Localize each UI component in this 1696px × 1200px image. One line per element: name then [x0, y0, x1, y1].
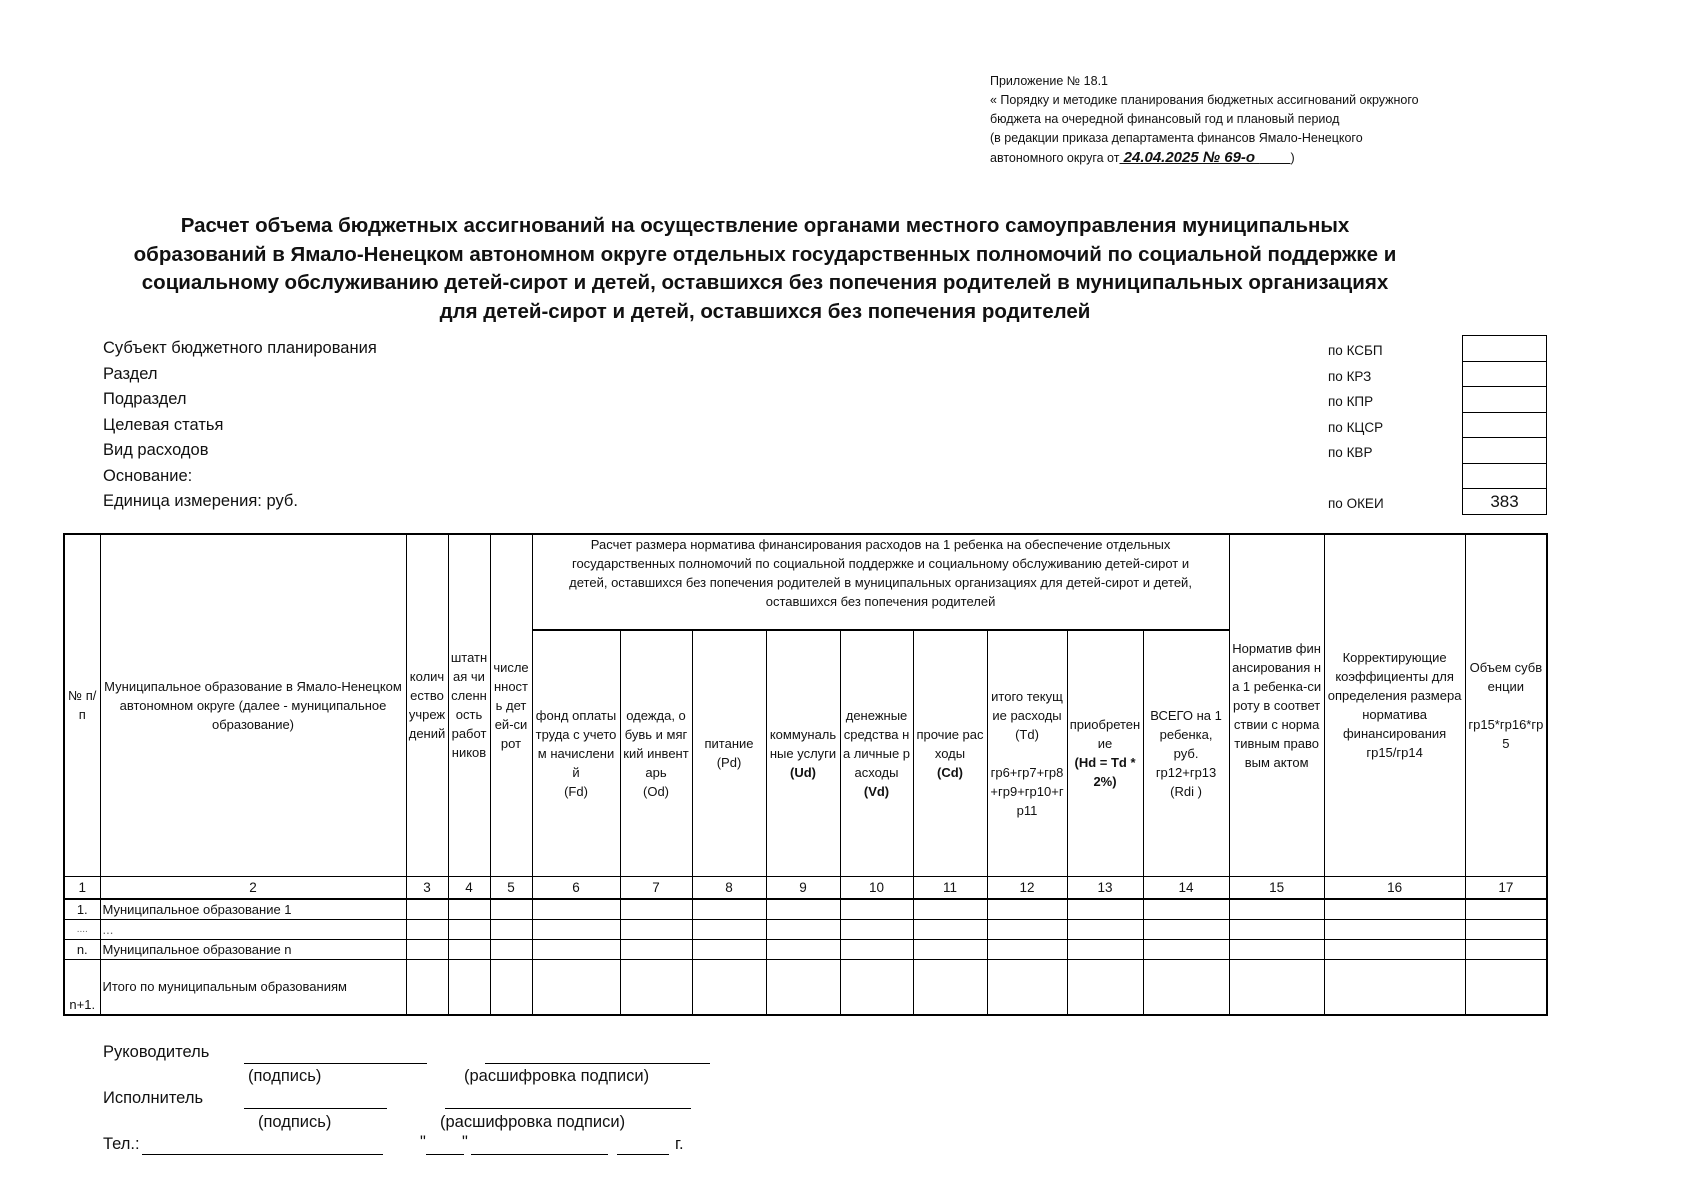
row-number: 1. [64, 899, 100, 920]
col-number: 6 [532, 876, 620, 899]
header-pd-text: питание [704, 736, 754, 752]
header-total-per-child-formula: гр12+гр13 [1155, 764, 1217, 780]
col-number: 1 [64, 876, 100, 899]
header-orphan-count: численность детей-сирот [490, 534, 532, 876]
date-quote-close: " [462, 1133, 468, 1151]
header-od [620, 630, 692, 876]
header-od-text: одежда, обувь и мягкий инвентарь [623, 707, 689, 780]
head-decode-caption: (расшифровка подписи) [464, 1067, 650, 1085]
title-line-4: для детей-сирот и детей, оставшихся без попечения родителей [439, 299, 1091, 323]
column-numbers-row [64, 876, 1547, 899]
header-td-text: итого текущие расходы [991, 688, 1063, 723]
code-value-kcsr[interactable] [1463, 413, 1546, 439]
code-okei: по ОКЕИ [1328, 496, 1384, 511]
col-number: 2 [100, 876, 406, 899]
col-number: 8 [692, 876, 766, 899]
header-fd-code: (Fd) [564, 783, 588, 799]
col-number: 13 [1067, 876, 1143, 899]
header-od-code: (Od) [643, 783, 669, 799]
header-subvention-text: Объем субвенции [1469, 659, 1543, 694]
header-hd-formula: (Hd = Td *2%) [1074, 755, 1136, 790]
col-number: 4 [448, 876, 490, 899]
info-label-target: Целевая статья [103, 415, 224, 434]
date-year-line[interactable] [617, 1154, 669, 1155]
header-vd-text: денежные средства на личные расходы [842, 707, 911, 780]
header-subvention-formula: гр15*гр16*гр5 [1468, 716, 1544, 751]
head-decode-line[interactable] [485, 1063, 710, 1064]
header-fd-text: фонд оплаты труда с учетом начислений [535, 707, 617, 780]
header-staff-count: штатная численность работников [448, 534, 490, 876]
executor-decode-caption: (расшифровка подписи) [440, 1113, 626, 1131]
title-line-3: социальному обслуживанию детей-сирот и детей, оставшихся без попечения родителей в муниципальных организациях [141, 271, 1389, 294]
code-empty [1328, 466, 1384, 492]
header-total-per-child-text: ВСЕГО на 1 ребенка, руб. [1150, 707, 1222, 761]
appendix-order-date: 24.04.2025 № 69-о [1119, 149, 1260, 166]
header-correction-coef-text: Корректирующие коэффициенты для определения размера норматива финансирования [1327, 650, 1462, 742]
appendix-line-5-suffix: ) [1290, 151, 1295, 165]
head-signature-line[interactable] [244, 1063, 427, 1064]
header-subvention-volume [1465, 534, 1547, 876]
appendix-line-5 [990, 148, 1550, 168]
appendix-line-1: Приложение № 18.1 [990, 74, 1108, 88]
executor-decode-line[interactable] [445, 1108, 691, 1109]
code-value-okei[interactable]: 383 [1490, 492, 1519, 511]
subvention-calculation-table [63, 533, 1548, 1016]
info-label-expense-type: Вид расходов [103, 441, 209, 459]
document-title [60, 212, 1470, 326]
header-hd-text: приобретение [1069, 717, 1141, 752]
executor-sign-caption: (подпись) [258, 1113, 332, 1131]
executor-label: Исполнитель [103, 1089, 204, 1107]
header-municipality: Муниципальное образование в Ямало-Ненецком автономном округе (далее - муниципальное образование) [100, 534, 406, 876]
header-total-per-child-code: (Rdi ) [1170, 783, 1202, 799]
info-label-section: Раздел [103, 364, 158, 383]
phone-label: Тел.: [103, 1135, 140, 1153]
appendix-note [990, 72, 1550, 168]
header-cd [913, 630, 987, 876]
header-correction-coef-formula: гр15/гр14 [1366, 745, 1423, 761]
table-row [64, 899, 1547, 920]
code-value-boxes [1462, 335, 1547, 515]
header-hd [1067, 630, 1143, 876]
code-value-kpr[interactable] [1463, 387, 1546, 413]
title-line-2: образований в Ямало-Ненецком автономном округе отдельных государственных полномочий по социальной поддержке и [133, 242, 1397, 266]
date-day-line[interactable] [426, 1154, 464, 1155]
col-number: 14 [1143, 876, 1229, 899]
table-row [64, 919, 1547, 939]
header-total-per-child [1143, 630, 1229, 876]
code-value-kvr[interactable] [1463, 438, 1546, 464]
row-number: .... [64, 919, 100, 939]
appendix-line-5-prefix: автономного округа от [990, 151, 1120, 165]
year-suffix: г. [675, 1135, 684, 1153]
code-kvr: по КВР [1328, 445, 1373, 460]
header-pd-code: (Pd) [716, 755, 742, 771]
header-cd-text: прочие расходы [916, 726, 984, 761]
col-number: 10 [840, 876, 913, 899]
header-ud [766, 630, 840, 876]
date-quote-open: " [420, 1133, 426, 1151]
code-value-basis[interactable] [1463, 464, 1546, 490]
header-vd-code: (Vd) [863, 783, 890, 799]
row-number: n. [64, 939, 100, 959]
form-info-codes [1328, 338, 1384, 517]
info-label-subject: Субъект бюджетного планирования [103, 339, 377, 357]
col-number: 15 [1229, 876, 1324, 899]
header-td-formula: гр6+гр7+гр8+гр9+гр10+гр11 [990, 764, 1064, 818]
head-label: Руководитель [103, 1043, 210, 1061]
total-row-number: n+1. [64, 959, 100, 1015]
col-number: 16 [1324, 876, 1465, 899]
col-number: 17 [1465, 876, 1547, 899]
date-month-line[interactable] [471, 1154, 608, 1155]
row-municipality: Муниципальное образование n [100, 939, 406, 959]
table-row [64, 939, 1547, 959]
header-ud-text: коммунальные услуги [769, 726, 837, 761]
info-label-subsection: Подраздел [103, 390, 187, 408]
appendix-line-4: (в редакции приказа департамента финансов Ямало-Ненецкого [990, 131, 1363, 145]
header-cd-code: (Cd) [937, 764, 963, 780]
appendix-line-3: бюджета на очередной финансовый год и плановый период [990, 112, 1340, 126]
table-total-row [64, 959, 1547, 1015]
head-sign-caption: (подпись) [248, 1067, 322, 1085]
total-row-label: Итого по муниципальным образованиям [100, 959, 406, 1015]
header-td-code: (Td) [1015, 726, 1039, 742]
header-normative-per-child: Норматив финансирования на 1 ребенка-сироту в соответствии с нормативным правовым актом [1229, 534, 1324, 876]
code-kcsr: по КЦСР [1328, 419, 1384, 435]
appendix-line-2: « Порядку и методике планирования бюджетных ассигнований окружного [990, 93, 1419, 107]
header-normative-group: Расчет размера норматива финансирования расходов на 1 ребенка на обеспечение отдельных государственных полномочий по социальной поддержке и социальному обслуживанию детей-сирот и детей, оставшихся без попечения родителей в муниципальных организациях для детей-сирот и детей, оставшихся без попечения родителей [532, 534, 1229, 630]
info-label-unit: Единица измерения: руб. [103, 492, 298, 510]
header-td [987, 630, 1067, 876]
executor-signature-line[interactable] [244, 1108, 387, 1109]
phone-line[interactable] [142, 1154, 383, 1155]
col-number: 9 [766, 876, 840, 899]
row-municipality: ... [100, 919, 406, 939]
col-number: 5 [490, 876, 532, 899]
col-number: 11 [913, 876, 987, 899]
title-line-1: Расчет объема бюджетных ассигнований на осуществление органами местного самоуправления муниципальных [180, 214, 1350, 237]
info-label-basis: Основание: [103, 466, 193, 485]
header-correction-coef [1324, 534, 1465, 876]
header-institution-count: количество учреждений [406, 534, 448, 876]
code-value-krz[interactable] [1463, 362, 1546, 388]
header-ud-code: (Ud) [790, 764, 816, 780]
code-kpr: по КПР [1328, 394, 1374, 409]
col-number: 12 [987, 876, 1067, 899]
header-num: № п/п [64, 534, 100, 876]
form-info-labels [103, 336, 377, 515]
code-value-ksbp[interactable] [1463, 336, 1546, 362]
col-number: 7 [620, 876, 692, 899]
code-krz: по КРЗ [1328, 368, 1372, 384]
header-fd [532, 630, 620, 876]
header-pd [692, 630, 766, 876]
row-municipality: Муниципальное образование 1 [100, 899, 406, 920]
code-ksbp: по КСБП [1328, 343, 1383, 358]
col-number: 3 [406, 876, 448, 899]
header-vd [840, 630, 913, 876]
